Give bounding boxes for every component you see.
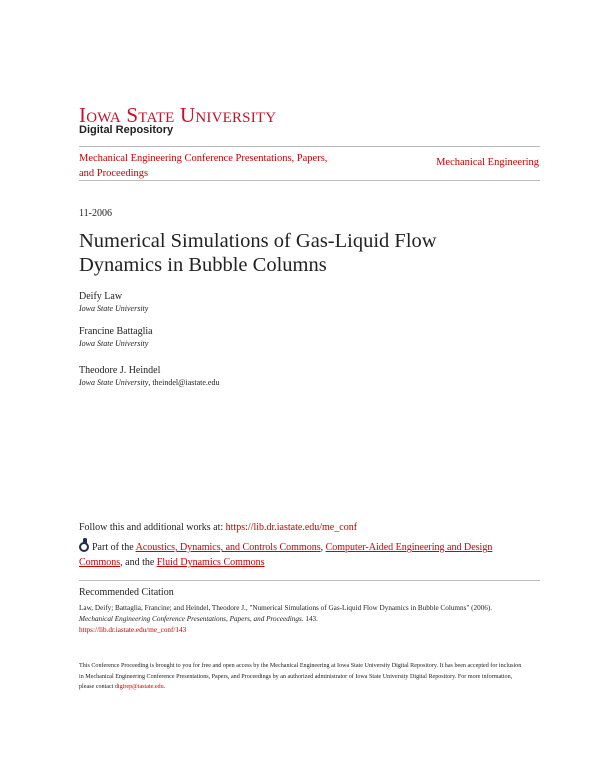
part-of-separator: , and the — [120, 557, 155, 568]
open-access-icon — [79, 542, 89, 552]
citation-link[interactable]: https://lib.dr.iastate.edu/me_conf/143 — [79, 626, 187, 634]
author-name: Francine Battaglia — [79, 326, 153, 337]
citation-rule — [79, 580, 540, 581]
citation-number: . 143. — [301, 615, 318, 623]
follow-link[interactable]: https://lib.dr.iastate.edu/me_conf — [225, 522, 358, 533]
contact-email-link[interactable]: digirep@iastate.edu — [114, 684, 164, 690]
author-affiliation-text: Iowa State University — [79, 378, 149, 387]
author-name: Theodore J. Heindel — [79, 365, 161, 376]
author-name: Deify Law — [79, 291, 123, 302]
author-affiliation: Iowa State University, theindel@iastate.edu — [79, 378, 220, 387]
part-of-prefix: Part of the — [92, 542, 134, 553]
footer-notice — [79, 661, 524, 693]
citation-line: Law, Deify; Battaglia, Francine; and Heindel, Theodore J., "Numerical Simulations of Gas-Liquid Flow Dynamics in Bubble Columns" — [79, 604, 470, 612]
follow-line — [79, 522, 357, 533]
commons-link-fluid[interactable]: Fluid Dynamics Commons — [156, 557, 265, 568]
author-block — [79, 365, 219, 387]
author-email: theindel@iastate.edu — [152, 378, 220, 387]
footer-end: . — [163, 684, 166, 690]
top-rule — [79, 146, 540, 147]
university-name: Iowa State University — [79, 103, 277, 127]
collection-link[interactable]: Mechanical Engineering Conference Presentations, Papers, and Proceedings — [79, 153, 328, 179]
paper-title: Numerical Simulations of Gas-Liquid Flow Dynamics in Bubble Columns — [79, 230, 437, 276]
author-block — [79, 326, 153, 348]
part-of-separator: , — [320, 542, 324, 553]
author-affiliation: Iowa State University — [79, 304, 149, 313]
department-link[interactable]: Mechanical Engineering — [436, 157, 539, 168]
footer-text: This Conference Proceeding is brought to you for free and open access by the Mechanical Engineering at Iowa State University Digital Repository. It has been accepted for inclusion in Mechanical Engineering Conference Presentations, Papers, and Proceedings by an authorized administrator of Iowa State University Digital Repository. For more information, please contact — [79, 663, 522, 690]
bottom-rule — [79, 180, 540, 181]
commons-link-acoustics[interactable]: Acoustics, Dynamics, and Controls Commons — [135, 542, 321, 553]
citation-body — [79, 603, 524, 636]
citation-year: (2006). — [471, 604, 493, 612]
commons-link-cae[interactable]: Computer-Aided Engineering and Design Commons — [79, 542, 493, 568]
university-logo-title — [79, 104, 276, 126]
citation-heading: Recommended Citation — [79, 587, 174, 598]
part-of-block — [79, 540, 519, 570]
author-block — [79, 291, 148, 313]
repository-name: Digital Repository — [79, 124, 174, 136]
publication-date: 11-2006 — [79, 208, 112, 219]
follow-text: Follow this and additional works at: — [79, 522, 224, 533]
citation-journal: Mechanical Engineering Conference Presentations, Papers, and Proceedings — [79, 615, 302, 623]
author-affiliation: Iowa State University — [79, 339, 149, 348]
